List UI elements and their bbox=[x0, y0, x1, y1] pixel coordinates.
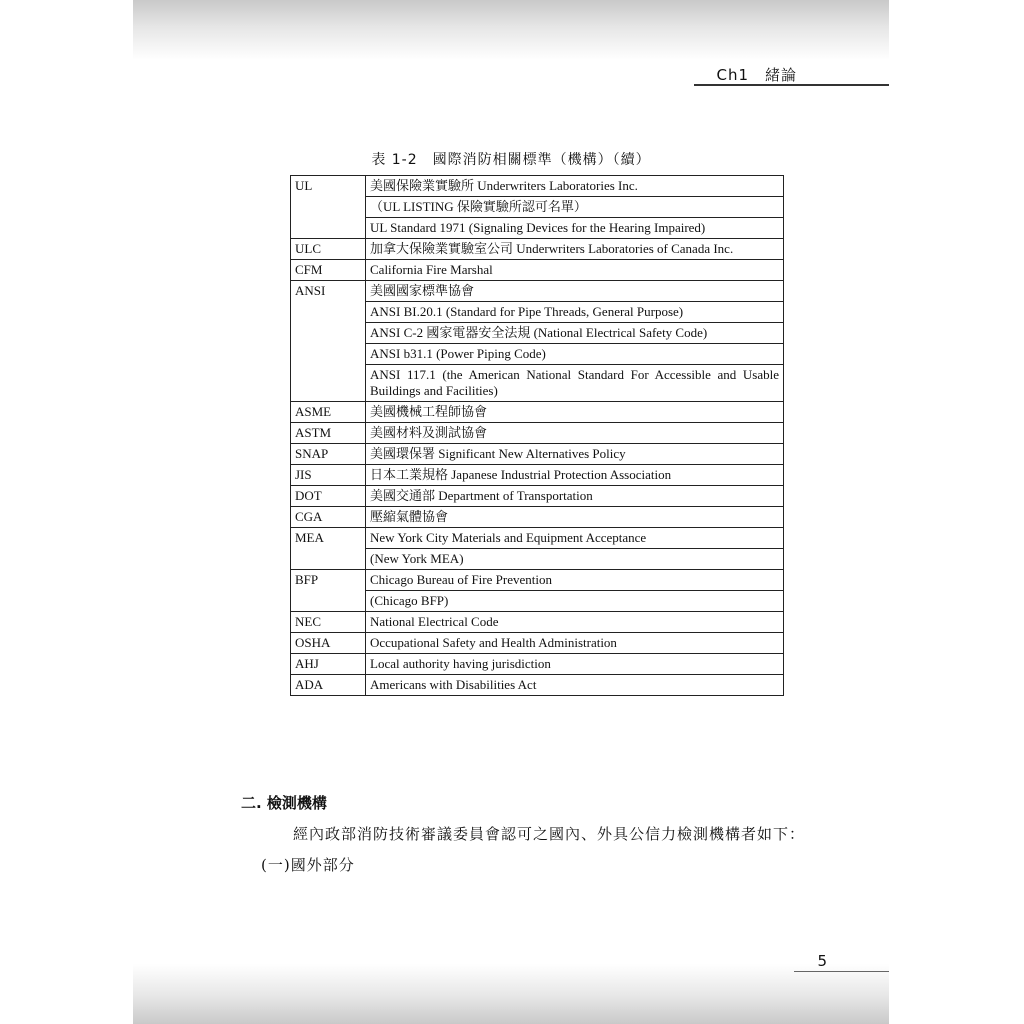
org-abbreviation: ADA bbox=[291, 675, 366, 696]
org-abbreviation: SNAP bbox=[291, 444, 366, 465]
table-row bbox=[291, 176, 784, 197]
org-description: UL Standard 1971 (Signaling Devices for the Hearing Impaired) bbox=[366, 218, 784, 239]
org-description: 美國保險業實驗所 Underwriters Laboratories Inc. bbox=[366, 176, 784, 197]
org-abbreviation: JIS bbox=[291, 465, 366, 486]
org-description: Chicago Bureau of Fire Prevention bbox=[366, 570, 784, 591]
org-abbreviation: DOT bbox=[291, 486, 366, 507]
org-description: ANSI b31.1 (Power Piping Code) bbox=[366, 344, 784, 365]
header-band bbox=[133, 0, 889, 60]
org-description: Local authority having jurisdiction bbox=[366, 654, 784, 675]
chapter-title: Ch1 緒論 bbox=[716, 66, 797, 84]
org-description: New York City Materials and Equipment Acceptance bbox=[366, 528, 784, 549]
document-page bbox=[133, 0, 889, 1024]
standards-table bbox=[290, 175, 784, 696]
org-abbreviation: AHJ bbox=[291, 654, 366, 675]
table-row bbox=[291, 444, 784, 465]
org-description: ANSI 117.1 (the American National Standard For Accessible and Usable Buildings and Facilities) bbox=[366, 365, 784, 402]
table-row bbox=[291, 654, 784, 675]
table-row bbox=[291, 633, 784, 654]
table-row bbox=[291, 486, 784, 507]
org-abbreviation: ASME bbox=[291, 402, 366, 423]
chapter-rule bbox=[694, 84, 889, 86]
org-description: 美國國家標準協會 bbox=[366, 281, 784, 302]
section-paragraph: 經內政部消防技術審議委員會認可之國內、外具公信力檢測機構者如下： bbox=[293, 825, 806, 843]
table-row bbox=[291, 465, 784, 486]
table-row bbox=[291, 260, 784, 281]
page-margin-right bbox=[889, 0, 1024, 1024]
org-description: （UL LISTING 保險實驗所認可名單） bbox=[366, 197, 784, 218]
table-row bbox=[291, 528, 784, 549]
org-description: 加拿大保險業實驗室公司 Underwriters Laboratories of Canada Inc. bbox=[366, 239, 784, 260]
section-subheading: (一)國外部分 bbox=[261, 856, 355, 874]
footer-band bbox=[133, 964, 889, 1024]
org-abbreviation: UL bbox=[291, 176, 366, 239]
org-description: (New York MEA) bbox=[366, 549, 784, 570]
org-description: 美國環保署 Significant New Alternatives Policy bbox=[366, 444, 784, 465]
org-abbreviation: ASTM bbox=[291, 423, 366, 444]
org-description: 美國材料及測試協會 bbox=[366, 423, 784, 444]
org-abbreviation: MEA bbox=[291, 528, 366, 570]
table-row bbox=[291, 402, 784, 423]
org-abbreviation: CGA bbox=[291, 507, 366, 528]
table-row bbox=[291, 239, 784, 260]
org-abbreviation: NEC bbox=[291, 612, 366, 633]
org-description: 壓縮氣體協會 bbox=[366, 507, 784, 528]
table-row bbox=[291, 675, 784, 696]
org-abbreviation: ULC bbox=[291, 239, 366, 260]
org-description: Americans with Disabilities Act bbox=[366, 675, 784, 696]
org-description: Occupational Safety and Health Administration bbox=[366, 633, 784, 654]
table-row bbox=[291, 612, 784, 633]
org-description: ANSI C-2 國家電器安全法規 (National Electrical Safety Code) bbox=[366, 323, 784, 344]
org-abbreviation: CFM bbox=[291, 260, 366, 281]
table-row bbox=[291, 281, 784, 302]
footer-rule bbox=[794, 971, 889, 972]
org-description: 日本工業規格 Japanese Industrial Protection Association bbox=[366, 465, 784, 486]
org-abbreviation: BFP bbox=[291, 570, 366, 612]
org-abbreviation: OSHA bbox=[291, 633, 366, 654]
table-row bbox=[291, 570, 784, 591]
org-description: California Fire Marshal bbox=[366, 260, 784, 281]
standards-table-body bbox=[291, 176, 784, 696]
org-abbreviation: ANSI bbox=[291, 281, 366, 402]
table-row bbox=[291, 423, 784, 444]
table-caption: 表 1-2 國際消防相關標準（機構）（續） bbox=[371, 152, 651, 168]
table-row bbox=[291, 507, 784, 528]
org-description: 美國交通部 Department of Transportation bbox=[366, 486, 784, 507]
org-description: National Electrical Code bbox=[366, 612, 784, 633]
page-number: 5 bbox=[817, 952, 827, 970]
org-description: ANSI BI.20.1 (Standard for Pipe Threads, General Purpose) bbox=[366, 302, 784, 323]
org-description: (Chicago BFP) bbox=[366, 591, 784, 612]
org-description: 美國機械工程師協會 bbox=[366, 402, 784, 423]
page-margin-left bbox=[0, 0, 133, 1024]
section-heading: 二. 檢測機構 bbox=[241, 794, 327, 812]
